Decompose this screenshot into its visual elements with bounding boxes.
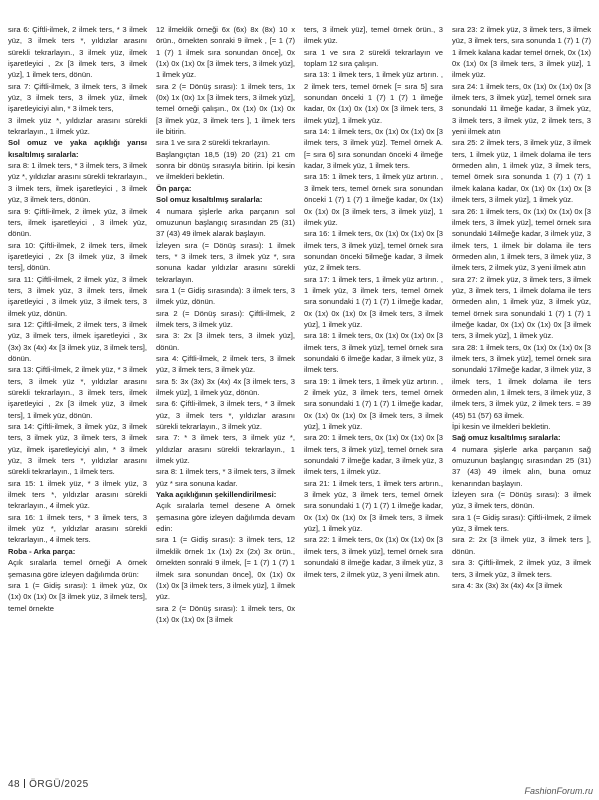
- paragraph: sıra 10: Çiftli-ilmek, 2 ilmek ters, ilmek işaretleyici , 2x [3 ilmek yüz, 3 ilmek ters], dönün.: [8, 240, 147, 273]
- paragraph: Yaka açıklığının şekillendirilmesi:: [156, 490, 277, 500]
- column-2: [156, 24, 295, 764]
- paragraph: sıra 15: 1 ilmek ters, 1 ilmek yüz artırın. , 3 ilmek ters, temel örnek sıra sonundan önceki 1 (7) 1 (7) 1 ilmeğe kadar, 0x (1x) 0x (1x) 0x [3 ilmek ters, 3 ilmek yüz], 1 ilmek yüz.: [304, 172, 443, 227]
- paragraph: 4 numara şişlerle arka parçanın sağ omuzunun başlangıç sırasından 25 (31) 37 (43) 49 ilmek alın, buna omuz kenarından başlayın.: [452, 444, 591, 488]
- magazine-issue: ÖRGÜ/2025: [29, 779, 89, 790]
- paragraph: sıra 20: 1 ilmek ters, 0x (1x) 0x (1x) 0x [3 ilmek ters, 3 ilmek yüz], temel örnek sıra sonundaki 7 ilmeğe kadar, 3 ilmek yüz, 3 ilmek ters, 1 ilmek yüz.: [304, 433, 443, 477]
- paragraph: Sol omuz ve yaka açıklığı yarısı kısaltılmış sıralarla:: [8, 138, 147, 159]
- paragraph: sıra 6: Çiftli-ilmek, 3 ilmek ters, * 3 ilmek yüz, 3 ilmek ters *, yıldızlar arasını sürekli tekrarlayın., 3 ilmek yüz.: [156, 399, 295, 432]
- paragraph: sıra 8: 1 ilmek ters, * 3 ilmek ters, 3 ilmek yüz * sıra sonuna kadar.: [156, 467, 295, 488]
- paragraph: sıra 16: 1 ilmek ters, 0x (1x) 0x (1x) 0x [3 ilmek ters, 3 ilmek yüz], temel örnek sıra sonundan önceki 5ilmeğe kadar, 3 ilmek yüz, 2 ilmek ters.: [304, 229, 443, 273]
- paragraph: sıra 5: 3x (3x) 3x (4x) 4x [3 ilmek ters, 3 ilmek yüz], 1 ilmek yüz, dönün.: [156, 376, 295, 397]
- paragraph: sıra 13: Çiftli-ilmek, 2 ilmek yüz, * 3 ilmek ters, 3 ilmek yüz *, yıldızlar arasını sürekli tekrarlayın., 3 ilmek ters, ilmek işaretleyici , 2x [3 ilmek yüz, 3 ilmek ters], 1 ilmek yüz, dönün.: [8, 365, 147, 420]
- paragraph: İzleyen sıra (= Dönüş sırası): 3 ilmek yüz, 3 ilmek ters, dönün.: [452, 490, 591, 511]
- paragraph: sıra 3: Çiftli-ilmek, 2 ilmek yüz, 3 ilmek ters, 3 ilmek yüz, 3 ilmek ters.: [452, 558, 591, 579]
- paragraph: Sol omuz kısaltılmış sıralarla:: [156, 195, 263, 205]
- paragraph: Sağ omuz kısaltılmış sıralarla:: [452, 433, 561, 443]
- paragraph: sıra 1 ve sıra 2 sürekli tekrarlayın ve toplam 12 sıra çalışın.: [304, 47, 443, 69]
- paragraph: sıra 1 (= Gidiş sırası): Çiftli-ilmek, 2 ilmek yüz, 3 ilmek ters.: [452, 512, 591, 534]
- paragraph: Roba - Arka parça:: [8, 546, 76, 556]
- paragraph: sıra 4: Çiftli-ilmek, 2 ilmek ters, 3 ilmek yüz, 3 ilmek ters, 3 ilmek yüz.: [156, 353, 295, 375]
- paragraph: sıra 2 (= Dönüş sırası): 1 ilmek ters, 1x (0x) 1x (0x) 1x [3 ilmek ters, 3 ilmek yüz], temel örneği çalışın., 0x (1x) 0x (1x) 0x [3 ilmek yüz, 3 ilmek ters ], 1 ilmek ters ile bitirin.: [156, 81, 295, 137]
- paragraph: sıra 13: 1 ilmek ters, 1 ilmek yüz artırın. , 2 ilmek ters, temel örnek [= sıra 5] sıra sonundan önceki 1 (7) 1 (7) 1 ilmeğe kadar, 0x (1x) 0x (1x) 0x [3 ilmek ters, 3 ilmek yüz], 1 ilmek yüz.: [304, 70, 443, 125]
- paragraph: sıra 2: 2x [3 ilmek yüz, 3 ilmek ters ], dönün.: [452, 535, 591, 556]
- page-number: 48: [8, 779, 21, 790]
- paragraph: sıra 11: Çiftli-ilmek, 2 ilmek yüz, 3 ilmek ters, 3 ilmek yüz, 3 ilmek ters, ilmek işaretleyici , 3 ilmek yüz, 3 ilmek ters, 3 ilmek yüz, dönün.: [8, 274, 147, 318]
- paragraph: Başlangıçtan 18,5 (19) 20 (21) 21 cm sonra bir dönüş sırasıyla bitirin. İpi kesin ve ilmekleri bekletin.: [156, 149, 295, 182]
- paragraph: Ön parça:: [156, 183, 192, 193]
- paragraph: sıra 3: 2x [3 ilmek ters, 3 ilmek yüz], dönün.: [156, 331, 295, 352]
- paragraph: sıra 16: 1 ilmek ters, * 3 ilmek ters, 3 ilmek yüz *, yıldızlar arasını sürekli tekrarlayın., 4 ilmek ters.: [8, 512, 147, 545]
- paragraph: sıra 1 (= Gidiş sırasında): 3 ilmek ters, 3 ilmek yüz, dönün.: [156, 285, 295, 307]
- paragraph: sıra 14: Çiftli-ilmek, 3 ilmek yüz, 3 ilmek ters, 3 ilmek yüz, 3 ilmek ters, 3 ilmek yüz, ilmek işaretleyiciyi alın, * 3 ilmek yüz, 3 ilmek ters *, yıldızlar arasını sürekli tekrarlayın., 1 ilmek ters.: [8, 422, 147, 477]
- column-1: [8, 24, 147, 764]
- paragraph: sıra 18: 1 ilmek ters, 0x (1x) 0x (1x) 0x [3 ilmek ters, 3 ilmek yüz], temel örnek sıra sonundaki 6 ilmeğe kadar, 3 ilmek yüz, 3 ilmek ters.: [304, 331, 443, 375]
- paragraph: sıra 26: 1 ilmek ters, 0x (1x) 0x (1x) 0x [3 ilmek ters, 3 ilmek yüz], temel örnek sıra sonundaki 14ilmeğe kadar, 3 ilmek yüz, 3 ilmek ters, 1 ilmek bir dolama ile ters örmeden alın, 1 ilmek ters, 3 ilmek yüz, 3 ilmek ters, 2 ilmek yüz, 3 yeni ilmek atın: [452, 206, 591, 273]
- paragraph: sıra 6: Çiftli-ilmek, 2 ilmek ters, * 3 ilmek yüz, 3 ilmek ters *, yıldızlar arasını sürekli tekrarlayın., 3 ilmek yüz, ilmek işaretleyici , 2x [3 ilmek ters, 3 ilmek yüz], 1 ilmek ters, dönün.: [8, 25, 147, 80]
- paragraph: sıra 8: 1 ilmek ters, * 3 ilmek ters, 3 ilmek yüz *, yıldızlar arasını sürekli tekrarlayın., 3 ilmek ters, ilmek işaretleyici , 3 ilmek yüz, 3 ilmek ters, dönün.: [8, 161, 147, 205]
- paragraph: sıra 2 (= Dönüş sırası): 1 ilmek ters, 0x (1x) 0x (1x) 0x [3 ilmek: [156, 603, 295, 624]
- paragraph: 3 ilmek yüz *, yıldızlar arasını sürekli tekrarlayın., 1 ilmek yüz.: [8, 115, 147, 137]
- paragraph: Açık sıralarla temel örneği A örnek şemasına göre izleyen dağılımda örün:: [8, 558, 147, 579]
- paragraph: sıra 7: * 3 ilmek ters, 3 ilmek yüz *, yıldızlar arasını sürekli tekrarlayın., 1 ilmek yüz.: [156, 433, 295, 466]
- paragraph: sıra 9: Çiftli-ilmek, 2 ilmek yüz, 3 ilmek ters, ilmek işaretleyici , 3 ilmek yüz, dönün.: [8, 206, 147, 239]
- watermark: FashionForum.ru: [524, 786, 593, 796]
- paragraph: sıra 1 ve sıra 2 sürekli tekrarlayın.: [156, 138, 270, 148]
- article-columns: [8, 24, 591, 764]
- paragraph: İzleyen sıra (= Dönüş sırası): 1 ilmek ters, * 3 ilmek ters, 3 ilmek yüz *, sıra sonuna kadar yıldızlar arasını sürekli tekrarlayın.: [156, 240, 295, 284]
- paragraph: sıra 24: 1 ilmek ters, 0x (1x) 0x (1x) 0x [3 ilmek ters, 3 ilmek yüz], temel örnek sıra sonundaki 11 ilmeğe kadar, 3 ilmek yüz, 3 ilmek ters, 3 ilmek yüz, 2 ilmek ters, 3 yeni ilmek atın: [452, 81, 591, 137]
- column-3: [304, 24, 443, 764]
- paragraph: sıra 27: 2 ilmek yüz, 3 ilmek ters, 3 ilmek yüz, 3 ilmek ters, 1 ilmek dolama ile ters örmeden alın, 1 ilmek yüz, 3 ilmek yüz, temel örnek sıra sonundaki 1 (7) 1 (7) 1 ilmeğe kadar, 0x (1x) 0x (1x) 0x [3 ilmek ters, 3 ilmek yüz], 1 ilmek yüz.: [452, 274, 591, 341]
- paragraph: 12 ilmeklik örneği 6x (6x) 8x (8x) 10 x örün., örnekten sonraki 9 ilmek , [= 1 (7) 1 (7) 1 ilmek sıra sonundan önce], 0x (1x) 0x (1x) 0x [3 ilmek ters, 3 ilmek yüz], 1 ilmek yüz.: [156, 25, 295, 80]
- page-footer: [8, 779, 89, 790]
- paragraph: sıra 28: 1 ilmek ters, 0x (1x) 0x (1x) 0x [3 ilmek ters, 3 ilmek yüz], temel örnek sıra sonundaki 17ilmeğe kadar, 3 ilmek yüz, 3 ilmek ters, 1 ilmek dolama ile ters örmeden alın, 1 ilmek ters, 3 ilmek yüz, 3 ilmek ters, 3 ilmek yüz, 2 ilmek ters. = 39 (45) 51 (57) 63 ilmek.: [452, 342, 591, 420]
- footer-divider: [24, 779, 25, 788]
- column-4: [452, 24, 591, 764]
- paragraph: İpi kesin ve ilmekleri bekletin.: [452, 422, 551, 432]
- paragraph: sıra 19: 1 ilmek ters, 1 ilmek yüz artırın. , 2 ilmek yüz, 3 ilmek ters, temel örnek sıra sonundaki 1 (7) 1 (7) 1 ilmeğe kadar, 0x (1x) 0x (1x) 0x [3 ilmek ters, 3 ilmek yüz], 1 ilmek yüz.: [304, 376, 443, 432]
- paragraph: sıra 22: 1 ilmek ters, 0x (1x) 0x (1x) 0x [3 ilmek ters, 3 ilmek yüz], temel örnek sıra sonundaki 8 ilmeğe kadar, 3 ilmek yüz, 3 ilmek ters, 2 ilmek yüz, 3 yeni ilmek atın.: [304, 535, 443, 579]
- paragraph: sıra 15: 1 ilmek yüz, * 3 ilmek yüz, 3 ilmek ters *, yıldızlar arasını sürekli tekrarlayın., 4 ilmek yüz.: [8, 478, 147, 511]
- paragraph: sıra 2 (= Dönüş sırası): Çiftli-ilmek, 2 ilmek ters, 3 ilmek yüz.: [156, 308, 295, 329]
- paragraph: sıra 4: 3x (3x) 3x (4x) 4x [3 ilmek: [452, 580, 563, 590]
- paragraph: sıra 23: 2 ilmek yüz, 3 ilmek ters, 3 ilmek yüz, 3 ilmek ters, sıra sonunda 1 (7) 1 (7) 1 ilmek kalana kadar temel örnek, 0x (1x) 0x (1x) 0x [3 ilmek ters, 3 ilmek yüz], 1 ilmek yüz.: [452, 25, 591, 80]
- paragraph: sıra 25: 2 ilmek ters, 3 ilmek yüz, 3 ilmek ters, 1 ilmek yüz, 1 ilmek dolama ile ters örmeden alın, 1 ilmek yüz, 3 ilmek ters, temel örnek sıra sonunda 1 (7) 1 (7) 1 ilmek kalana kadar, 0x (1x) 0x (1x) 0x [3 ilmek ters, 3 ilmek yüz], 1 ilmek yüz.: [452, 138, 591, 205]
- paragraph: sıra 7: Çiftli-ilmek, 3 ilmek ters, 3 ilmek yüz, 3 ilmek ters, 3 ilmek yüz, ilmek işaretleyiciyi alın, * 3 ilmek ters,: [8, 81, 147, 114]
- paragraph: sıra 14: 1 ilmek ters, 0x (1x) 0x (1x) 0x [3 ilmek ters, 3 ilmek yüz]. Temel örnek A. [= sıra 6] sıra sonundan önceki 4 ilmeğe kadar, 3 ilmek yüz, 1 ilmek ters.: [304, 127, 443, 171]
- paragraph: Açık sıralarla temel desene A örnek şemasına göre izleyen dağılımda devam edin:: [156, 501, 295, 534]
- paragraph: 4 numara şişlerle arka parçanın sol omuzunun başlangıç sırasından 25 (31) 37 (43) 49 ilmek alarak başlayın.: [156, 206, 295, 239]
- paragraph: sıra 1 (= Gidiş sırası): 3 ilmek ters, 12 ilmeklik örnek 1x (1x) 2x (2x) 3x örün., örnekten sonraki 9 ilmek, [= 1 (7) 1 (7) 1 ilmek sıra sonundan önce], 0x (1x) 0x (1x) 0x [3 ilmek ters, 3 ilmek yüz], 1 ilmek yüz.: [156, 535, 295, 602]
- paragraph: sıra 1 (= Gidiş sırası): 1 ilmek yüz, 0x (1x) 0x (1x) 0x [3 ilmek yüz, 3 ilmek ters], temel örnekte: [8, 580, 147, 613]
- paragraph: ters, 3 ilmek yüz], temel örnek örün., 3 ilmek yüz.: [304, 25, 443, 46]
- paragraph: sıra 21: 1 ilmek ters, 1 ilmek ters artırın., 3 ilmek yüz, 3 ilmek ters, temel örnek sıra sonundaki 1 (7) 1 (7) 1 ilmeğe kadar, 0x (1x) 0x (1x) 0x [3 ilmek ters, 3 ilmek yüz], 1 ilmek yüz.: [304, 478, 443, 534]
- paragraph: sıra 17: 1 ilmek ters, 1 ilmek yüz artırın. , 1 ilmek yüz, 3 ilmek ters, temel örnek sıra sonundaki 1 (7) 1 (7) 1 ilmeğe kadar, 0x (1x) 0x (1x) 0x [3 ilmek ters, 3 ilmek yüz], 1 ilmek yüz.: [304, 274, 443, 329]
- paragraph: sıra 12: Çiftli-ilmek, 2 ilmek ters, 3 ilmek yüz, 3 ilmek ters, ilmek işaretleyici , 3x (3x) 3x (4x) 4x [3 ilmek yüz, 3 ilmek ters], dönün.: [8, 319, 147, 363]
